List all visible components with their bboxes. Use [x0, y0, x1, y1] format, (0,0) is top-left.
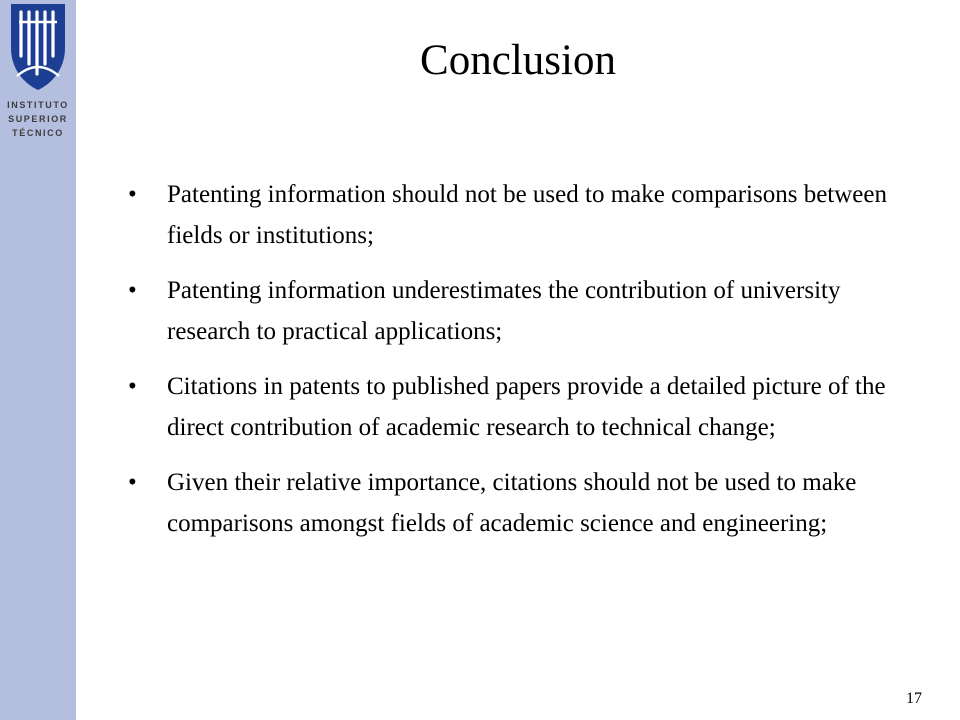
bullet-item	[128, 366, 928, 448]
page-number: 17	[906, 690, 922, 707]
bullet-text: Patenting information underestimates the contribution of university research to practical applications;	[167, 277, 841, 345]
bullet-list	[128, 174, 928, 558]
logo-text-line-1: INSTITUTO	[7, 100, 69, 110]
institution-logo	[0, 0, 76, 160]
bullet-icon: •	[128, 469, 137, 496]
bullet-text: Patenting information should not be used to make comparisons between fields or institutions;	[167, 181, 887, 249]
logo-text-line-2: SUPERIOR	[8, 114, 68, 124]
bullet-icon: •	[128, 181, 137, 208]
bullet-icon: •	[128, 373, 137, 400]
bullet-icon: •	[128, 277, 137, 304]
slide-title: Conclusion	[420, 37, 616, 84]
bullet-text: Given their relative importance, citations should not be used to make comparisons amongst fields of academic science and engineering;	[167, 469, 857, 537]
ist-shield-icon	[7, 2, 69, 92]
bullet-item	[128, 462, 928, 544]
bullet-item	[128, 174, 928, 256]
logo-text-line-3: TÉCNICO	[12, 128, 64, 138]
bullet-item	[128, 270, 928, 352]
bullet-text: Citations in patents to published papers provide a detailed picture of the direct contribution of academic research to technical change;	[167, 373, 886, 441]
